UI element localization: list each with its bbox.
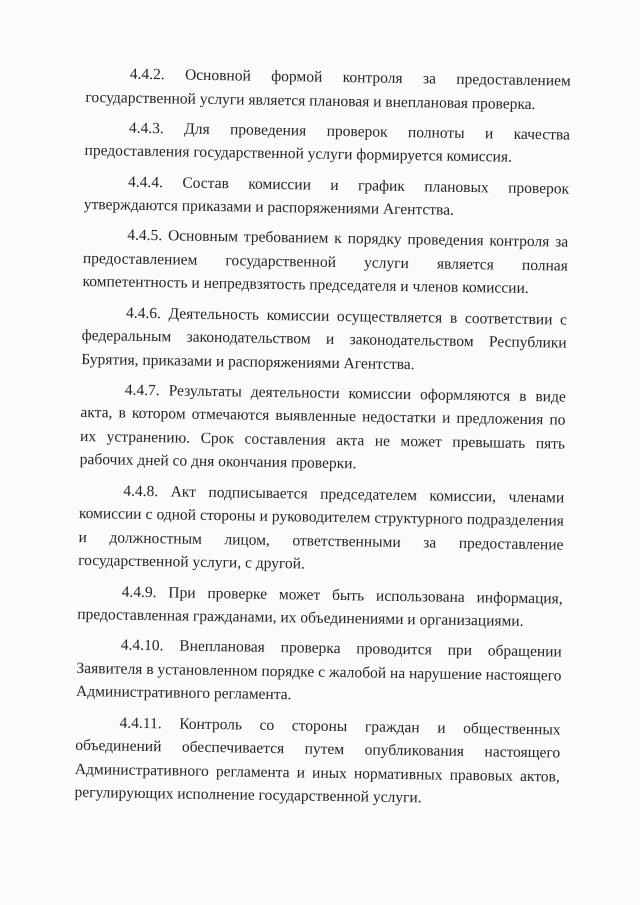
paragraph-number: 4.4.10. xyxy=(120,636,164,655)
document-body xyxy=(74,62,571,819)
paragraph-text: Основным требованием к порядку проведения контроля за предоставлением государственной услуги является полная компетентность и непредвзятость председателя и членов комиссии. xyxy=(82,227,569,298)
paragraph-number: 4.4.8. xyxy=(123,482,159,500)
paragraph-number: 4.4.6. xyxy=(125,304,162,322)
paragraph-text: При проверке может быть использована информация, предоставленная гражданами, их объединениями и организациями. xyxy=(77,583,563,631)
paragraph-text: Контроль со стороны граждан и общественных объединений обеспечивается путем опубликования настоящего Административного регламента и иных нормативных правовых актов, регулирующих исполнение государственной услуги. xyxy=(74,715,561,807)
paragraph-4-4-9 xyxy=(77,580,563,635)
paragraph-text: Деятельность комиссии осуществляется в соответствии с федеральным законодательством и законодательством Республики Бурятия, приказами и распоряжениями Агентства. xyxy=(81,305,568,373)
paragraph-number: 4.4.2. xyxy=(129,65,165,84)
paragraph-number: 4.4.7. xyxy=(124,381,160,400)
paragraph-4-4-8 xyxy=(78,479,564,581)
paragraph-4-4-2 xyxy=(85,62,571,117)
paragraph-4-4-5 xyxy=(82,223,568,301)
paragraph-number: 4.4.9. xyxy=(121,583,157,601)
paragraph-text: Для проведения проверок полноты и качества предоставления государственной услуги формируется комиссия. xyxy=(84,120,571,166)
paragraph-4-4-3 xyxy=(84,116,570,171)
paragraph-text: Состав комиссии и график плановых проверок утверждаются приказами и распоряжениями Агентства. xyxy=(83,174,570,219)
paragraph-number: 4.4.4. xyxy=(127,173,164,191)
paragraph-4-4-6 xyxy=(81,301,567,379)
paragraph-4-4-4 xyxy=(84,170,570,225)
paragraph-text: Акт подписывается председателем комиссии, членами комиссии с одной стороны и руководителем структурного подразделения и должностным лицом, ответственными за предоставление государственной услуги, с другой. xyxy=(78,483,565,573)
paragraph-number: 4.4.5. xyxy=(127,227,163,245)
paragraph-text: Результаты деятельности комиссии оформляются в виде акта, в котором отмечаются выявленные недостатки и предложения по их устранению. Срок составления акта не может превышать пять рабочих дней со дня окончания проверки. xyxy=(79,382,566,473)
paragraph-4-4-11 xyxy=(74,711,560,813)
paragraph-4-4-10 xyxy=(76,633,562,711)
paragraph-text: Внеплановая проверка проводится при обращении Заявителя в установленном порядке с жалобой на нарушение настоящего Административного регламента. xyxy=(75,637,562,704)
paragraph-4-4-7 xyxy=(80,378,566,480)
paragraph-number: 4.4.3. xyxy=(128,119,164,138)
paragraph-number: 4.4.11. xyxy=(119,714,162,732)
paragraph-text: Основной формой контроля за предоставлением государственной услуги является плановая и внеплановая проверка. xyxy=(85,66,571,113)
